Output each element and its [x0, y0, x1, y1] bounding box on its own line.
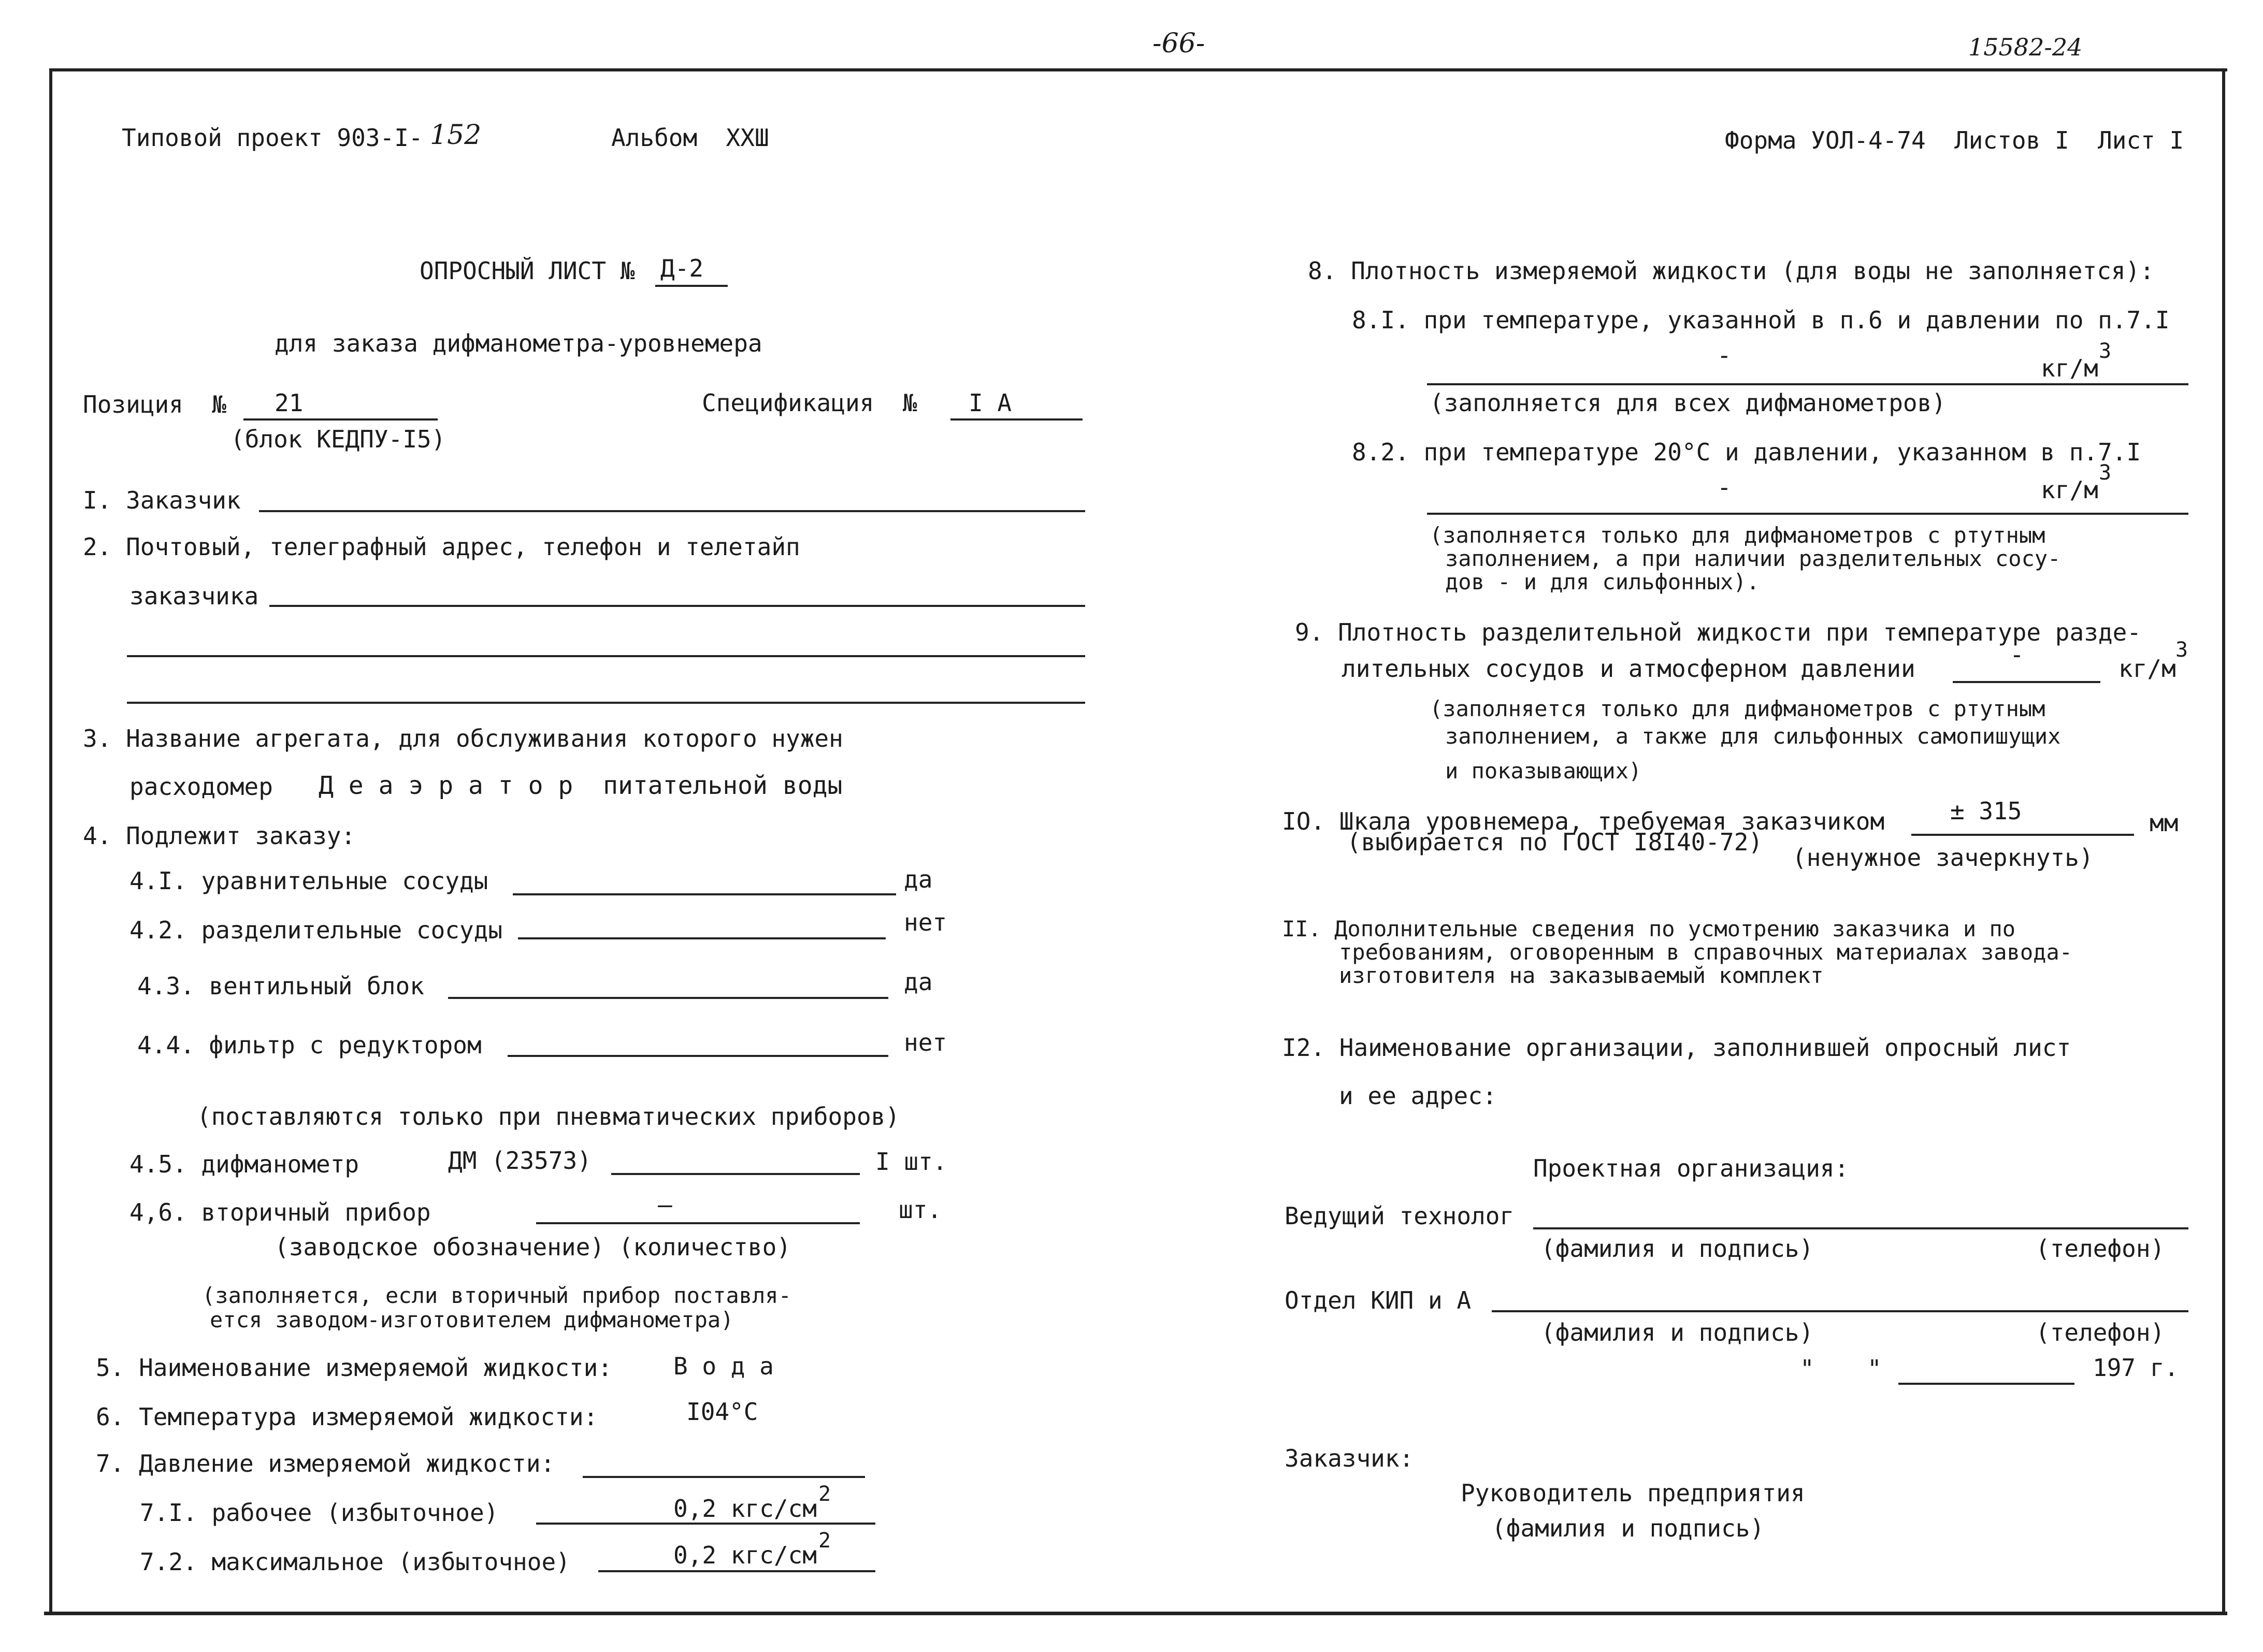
item-4-6-label: 4,6. вторичный прибор — [129, 1198, 431, 1226]
item-4-4-value: нет — [904, 1028, 947, 1056]
item-10-underline — [1911, 834, 2134, 836]
item-11-line-3: изготовителя на заказываемый комплект — [1339, 963, 1824, 988]
spec-label: Спецификация № — [702, 389, 917, 417]
item-8-2-underline — [1427, 513, 2188, 515]
item-3-aggregate: 3. Название агрегата, для обслуживания которого нужен — [83, 724, 843, 752]
date-quote-close: " — [1867, 1355, 1882, 1383]
item-10-unit: мм — [2150, 809, 2179, 837]
item-4-6-note-2: ется заводом-изготовителем дифманометра) — [210, 1307, 734, 1332]
lead-tech-label: Ведущий технолог — [1285, 1202, 1515, 1230]
date-line — [1898, 1383, 2074, 1385]
customer-line — [259, 510, 1085, 512]
item-8-1-note: (заполняется для всех дифманометров) — [1430, 389, 1946, 417]
item-7-line — [583, 1476, 865, 1478]
item-10-gost: (выбирается по ГОСТ I8I40-72) — [1347, 828, 1763, 856]
purpose-text: для заказа дифманометра-уровнемера — [275, 329, 762, 357]
page-number: -66- — [1152, 28, 1205, 59]
item-4-4-line — [508, 1055, 888, 1057]
project-number: 152 — [430, 120, 482, 151]
item-8-1-sup: 3 — [2099, 339, 2112, 363]
position-line — [243, 418, 438, 421]
lead-tech-phone-caption: (телефон) — [2036, 1235, 2165, 1263]
manager-label: Руководитель предприятия — [1461, 1479, 1805, 1507]
item-7-2-sup: 2 — [818, 1529, 831, 1553]
item-4-3-value: да — [904, 968, 933, 996]
position-value[interactable]: 21 — [275, 389, 304, 417]
item-9-note-2: заполнением, а также для сильфонных самопишущих — [1445, 723, 2061, 749]
item-6-label: 6. Температура измеряемой жидкости: — [96, 1403, 598, 1431]
item-7-label: 7. Давление измеряемой жидкости: — [96, 1450, 555, 1477]
lead-tech-line — [1533, 1227, 2188, 1229]
item-7-1-value: 0,2 кгс/см — [673, 1495, 817, 1523]
item-4-6-note-1: (заполняется, если вторичный прибор поставля- — [202, 1283, 791, 1308]
questionnaire-number-line — [655, 285, 728, 287]
item-4-1-value: да — [904, 865, 933, 893]
item-7-2-line — [598, 1570, 875, 1572]
date-quote-open: " — [1800, 1355, 1814, 1383]
item-10-value: ± 315 — [1950, 797, 2022, 825]
item-4-6-unit: шт. — [899, 1196, 942, 1224]
item-9-value: - — [2010, 641, 2024, 669]
questionnaire-number: Д-2 — [660, 254, 704, 282]
spec-value[interactable]: I А — [969, 389, 1012, 417]
block-label: (блок КЕДПУ-I5) — [230, 425, 446, 453]
item-7-1-label: 7.I. рабочее (избыточное) — [140, 1499, 499, 1527]
item-9-line-1: 9. Плотность разделительной жидкости при температуре разде- — [1295, 618, 2141, 646]
frame-right-line — [2222, 68, 2225, 1612]
item-4-2-line — [518, 937, 886, 939]
questionnaire-title: ОПРОСНЫЙ ЛИСТ № — [420, 257, 635, 285]
item-9-note-3: и показывающих) — [1445, 758, 1642, 784]
item-3-value: Д е а э р а т о р питательной воды — [319, 771, 843, 800]
kip-sign-caption: (фамилия и подпись) — [1541, 1318, 1814, 1346]
item-8-2-sup: 3 — [2099, 461, 2112, 485]
item-4-3-label: 4.3. вентильный блок — [137, 972, 424, 1000]
item-4-5-model: ДМ (23573) — [448, 1147, 592, 1175]
address-line-2 — [127, 655, 1085, 657]
kip-dept-label: Отдел КИП и А — [1285, 1286, 1472, 1314]
manager-sign-caption: (фамилия и подпись) — [1492, 1514, 1765, 1542]
address-line-1 — [269, 605, 1085, 607]
project-label: Типовой проект 903-I- — [122, 124, 423, 152]
item-2-address: 2. Почтовый, телеграфный адрес, телефон и телетайп — [83, 533, 800, 561]
item-8-2-note-3: дов - и для сильфонных). — [1445, 569, 1760, 595]
item-4-6-caption: (заводское обозначение) (количество) — [275, 1233, 791, 1261]
item-8-1-line: 8.I. при температуре, указанной в п.6 и давлении по п.7.I — [1352, 306, 2170, 334]
item-4-2-label: 4.2. разделительные сосуды — [129, 916, 503, 944]
item-9-line-2: лительных сосудов и атмосферном давлении — [1342, 655, 1915, 683]
item-7-2-label: 7.2. максимальное (избыточное) — [140, 1548, 570, 1576]
item-10-strike-note: (ненужное зачеркнуть) — [1792, 844, 2094, 872]
item-11-line-2: требованиям, оговоренным в справочных материалах завода- — [1339, 939, 2073, 965]
date-year: 197 г. — [2093, 1354, 2179, 1382]
item-2-customer: заказчика — [129, 582, 259, 610]
item-9-note-1: (заполняется только для дифманометров с ртутным — [1430, 696, 2045, 721]
item-9-sup: 3 — [2175, 638, 2188, 662]
project-org-label: Проектная организация: — [1533, 1154, 1849, 1182]
item-8-2-note-1: (заполняется только для дифманометров с ртутным — [1430, 523, 2045, 548]
album-label: Альбом XXШ — [611, 124, 769, 152]
kip-phone-caption: (телефон) — [2036, 1318, 2165, 1346]
item-4-6-value: — — [658, 1191, 672, 1219]
item-8-2-unit: кг/м — [2041, 476, 2098, 504]
item-6-value: I04°С — [686, 1398, 758, 1426]
item-5-label: 5. Наименование измеряемой жидкости: — [96, 1354, 612, 1382]
spec-line — [950, 418, 1083, 421]
item-9-underline — [1953, 681, 2100, 683]
address-line-3 — [127, 702, 1085, 704]
document-code: 15582-24 — [1968, 33, 2083, 61]
frame-left-line — [49, 68, 52, 1612]
frame-bottom-line — [44, 1612, 2227, 1615]
item-12-line-1: I2. Наименование организации, заполнившей опросный лист — [1282, 1034, 2071, 1062]
item-8-label: 8. Плотность измеряемой жидкости (для воды не заполняется): — [1308, 257, 2154, 285]
item-12-line-2: и ее адрес: — [1339, 1082, 1497, 1110]
item-8-2-value: - — [1717, 473, 1732, 501]
pneumatic-note: (поставляются только при пневматических приборов) — [197, 1103, 900, 1131]
item-8-1-unit: кг/м — [2041, 354, 2098, 382]
item-9-unit: кг/м — [2118, 655, 2176, 683]
form-label: Форма УОЛ-4-74 Листов I Лист I — [1725, 126, 2184, 154]
item-4-5-label: 4.5. дифманометр — [129, 1150, 359, 1178]
item-4-4-label: 4.4. фильтр с редуктором — [137, 1031, 482, 1059]
kip-dept-line — [1492, 1310, 2188, 1312]
item-8-2-note-2: заполнением, а при наличии разделительных сосу- — [1445, 546, 2061, 571]
item-10-label: IO. Шкала уровнемера, требуемая заказчиком — [1282, 807, 1885, 835]
customer-label: Заказчик: — [1285, 1444, 1414, 1472]
position-label: Позиция № — [83, 390, 226, 418]
item-4-5-qty: I шт. — [875, 1148, 947, 1176]
lead-tech-sign-caption: (фамилия и подпись) — [1541, 1235, 1814, 1263]
item-4-3-line — [448, 997, 888, 999]
item-8-2-line: 8.2. при температуре 20°С и давлении, указанном в п.7.I — [1352, 438, 2141, 466]
item-4-2-value: нет — [904, 908, 947, 936]
item-8-1-value: - — [1717, 341, 1732, 369]
item-4-5-line — [611, 1173, 860, 1175]
item-4-order: 4. Подлежит заказу: — [83, 822, 356, 850]
item-4-6-line — [536, 1222, 860, 1224]
item-7-1-sup: 2 — [818, 1482, 831, 1506]
item-7-1-line — [536, 1523, 875, 1525]
item-3-flowmeter: расходомер — [129, 773, 273, 801]
item-5-value: В о д а — [673, 1352, 774, 1380]
item-11-line-1: II. Дополнительные сведения по усмотрению заказчика и по — [1282, 916, 2016, 941]
item-4-1-label: 4.I. уравнительные сосуды — [129, 867, 488, 895]
item-7-2-value: 0,2 кгс/см — [673, 1541, 817, 1569]
item-4-1-line — [513, 893, 896, 895]
frame-top-line — [49, 68, 2227, 71]
item-1-customer: I. Заказчик — [83, 486, 241, 514]
item-8-1-underline — [1427, 383, 2188, 385]
